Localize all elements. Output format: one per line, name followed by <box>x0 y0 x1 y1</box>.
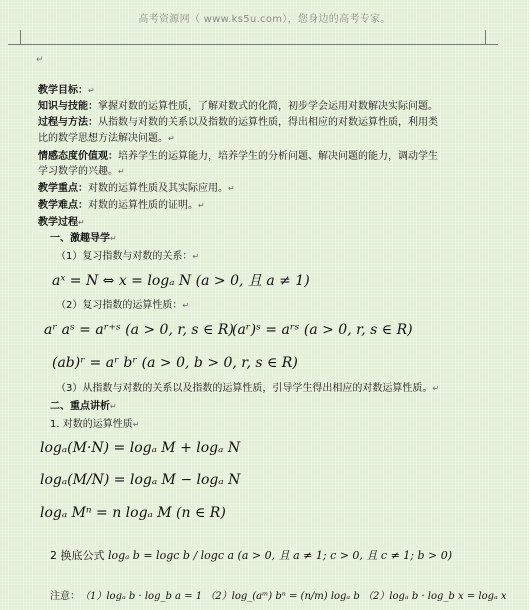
difficulty-text: 对数的运算性质的证明。 <box>88 200 198 211</box>
emotion-line-1 <box>38 150 438 164</box>
section-2-heading: 二、重点讲析 <box>50 401 110 412</box>
point-1-line: 1. 对数的运算性质↵ <box>50 419 140 430</box>
formula-exp-log-relation: aˣ = N ⇔ x = logₐ N (a > 0, 且 a ≠ 1) <box>52 273 310 289</box>
paragraph-mark-icon: ↵ <box>36 55 44 65</box>
note-line <box>50 590 507 604</box>
key-text: 对数的运算性质及其实际应用。 <box>88 183 228 194</box>
emotion-text-2: 学习数学的兴趣。 <box>38 166 118 177</box>
review-3: （3）从指数与对数的关系以及指数的运算性质，引导学生得出相应的对数运算性质。 <box>56 383 433 394</box>
section-2-line: 二、重点讲析↵ <box>50 401 117 412</box>
section-1-line: 一、激趣导学↵ <box>50 233 117 244</box>
goals-title: 教学目标： <box>38 85 88 96</box>
point-1: 1. 对数的运算性质 <box>50 419 133 430</box>
process-line-1 <box>38 116 438 130</box>
key-label: 教学重点： <box>38 183 88 194</box>
key-line: 教学重点：对数的运算性质及其实际应用。↵ <box>38 183 235 194</box>
margin-corner-right <box>485 30 498 45</box>
emotion-text-1: 培养学生的运算能力，培养学生的分析问题、解决问题的能力，调动学生 <box>118 151 438 162</box>
log-quotient-rule: logₐ(M/N) = logₐ M − logₐ N <box>40 472 241 488</box>
formula-exp-product: aʳ aˢ = aʳ⁺ˢ (a > 0, r, s ∈ R) <box>44 322 234 338</box>
process-title-line: 教学过程↵ <box>38 217 85 228</box>
log-power-rule: logₐ Mⁿ = n logₐ M (n ∈ R) <box>40 505 226 521</box>
knowledge-label: 知识与技能： <box>38 101 98 112</box>
difficulty-label: 教学难点： <box>38 200 88 211</box>
knowledge-line <box>38 100 438 114</box>
note-text: （1）logₐ b · log_b a = 1 （2）log_(aᵐ) bⁿ = (n/m) logₐ b （2）logₐ b · log_b x = logₐ x <box>80 591 507 602</box>
process-text-2: 比的数学思想方法解决问题。 <box>38 133 168 144</box>
formula-product-power: (ab)ʳ = aʳ bʳ (a > 0, b > 0, r, s ∈ R) <box>52 355 298 371</box>
change-of-base-line <box>50 549 452 563</box>
process-label: 过程与方法： <box>38 117 98 128</box>
review-1-line: （1）复习指数与对数的关系：↵ <box>56 251 200 262</box>
header-rule <box>20 44 485 45</box>
review-2: （2）复习指数的运算性质： <box>56 300 183 311</box>
review-3-line: （3）从指数与对数的关系以及指数的运算性质，引导学生得出相应的对数运算性质。↵ <box>56 383 440 394</box>
section-1-heading: 一、激趣导学 <box>50 233 110 244</box>
change-of-base-condition: (a > 0, 且 a ≠ 1; c > 0, 且 c ≠ 1; b > 0) <box>237 549 453 562</box>
review-1: （1）复习指数与对数的关系： <box>56 251 193 262</box>
page-header: 高考资源网（ www.ks5u.com），您身边的高考专家。 <box>138 14 391 25</box>
goals-title-line: 教学目标：↵ <box>38 85 95 96</box>
difficulty-line: 教学难点：对数的运算性质的证明。↵ <box>38 200 205 211</box>
process-title: 教学过程 <box>38 217 78 228</box>
log-product-rule: logₐ(M·N) = logₐ M + logₐ N <box>40 440 241 456</box>
process-line-2: 比的数学思想方法解决问题。↵ <box>38 133 175 144</box>
emotion-line-2: 学习数学的兴趣。↵ <box>38 166 125 177</box>
margin-corner-left <box>8 30 21 45</box>
review-2-line: （2）复习指数的运算性质：↵ <box>56 300 190 311</box>
knowledge-text: 掌握对数的运算性质，了解对数式的化简，初步学会运用对数解决实际问题。 <box>98 101 438 112</box>
emotion-label: 情感态度价值观： <box>38 151 118 162</box>
note-label: 注意： <box>50 591 80 602</box>
formula-exp-power: (aʳ)ˢ = aʳˢ (a > 0, r, s ∈ R) <box>232 322 413 338</box>
point-2-prefix: 2 换底公式 <box>50 549 108 562</box>
process-text-1: 从指数与对数的关系以及指数的运算性质，得出相应的对数运算性质，利用类 <box>98 117 438 128</box>
change-of-base-formula: logₐ b = logc b / logc a <box>108 549 235 562</box>
